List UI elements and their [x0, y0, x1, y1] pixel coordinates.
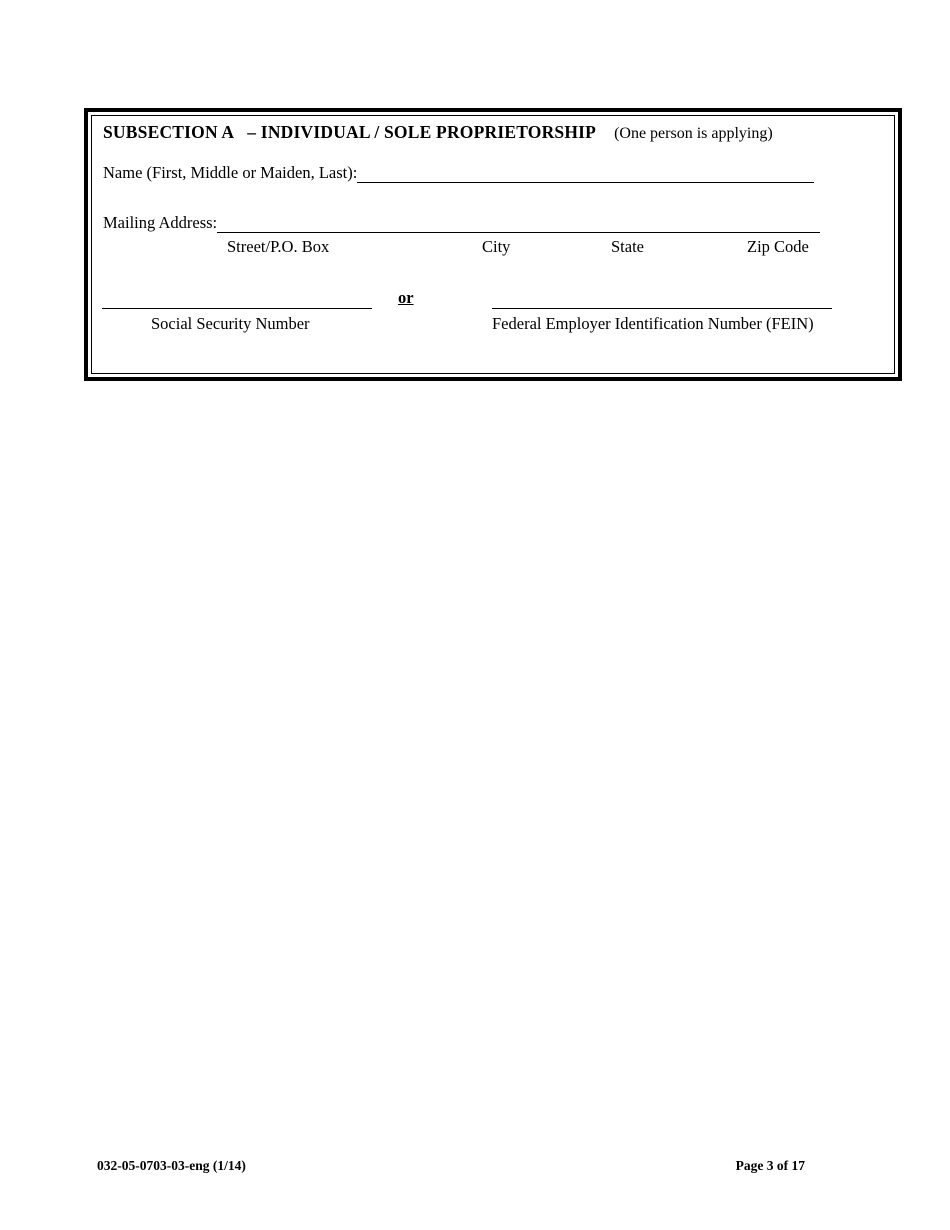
name-input[interactable]: [357, 167, 814, 183]
ssn-caption: Social Security Number: [151, 314, 310, 333]
page-footer: [97, 1158, 805, 1178]
mailing-address-input[interactable]: [217, 217, 820, 233]
identification-block: [92, 288, 894, 344]
subsection-heading: [103, 122, 773, 143]
address-sublabel-zip: Zip Code: [747, 237, 809, 256]
ssn-input[interactable]: [102, 308, 372, 309]
name-field-label: Name (First, Middle or Maiden, Last):: [103, 163, 358, 182]
fein-input[interactable]: [492, 308, 832, 309]
mailing-address-field-row: [103, 213, 820, 233]
footer-page-number: Page 3 of 17: [735, 1158, 805, 1173]
footer-form-number: 032-05-0703-03-eng (1/14): [97, 1158, 246, 1173]
subsection-heading-title: – INDIVIDUAL / SOLE PROPRIETORSHIP: [247, 122, 597, 142]
address-sublabel-state: State: [611, 237, 644, 256]
subsection-heading-label: SUBSECTION A: [103, 122, 235, 142]
subsection-a-content: [92, 116, 894, 373]
subsection-a-box: [84, 108, 902, 381]
address-sublabel-city: City: [482, 237, 511, 256]
mailing-address-field-label: Mailing Address:: [103, 213, 218, 232]
address-sublabel-street: Street/P.O. Box: [227, 237, 330, 256]
address-sublabels: [92, 237, 894, 259]
or-separator: or: [398, 288, 414, 307]
fein-caption: Federal Employer Identification Number (FEIN): [492, 314, 814, 333]
subsection-a-box-inner-border: [91, 115, 895, 374]
name-field-row: [103, 163, 814, 183]
subsection-heading-note: (One person is applying): [614, 125, 773, 142]
